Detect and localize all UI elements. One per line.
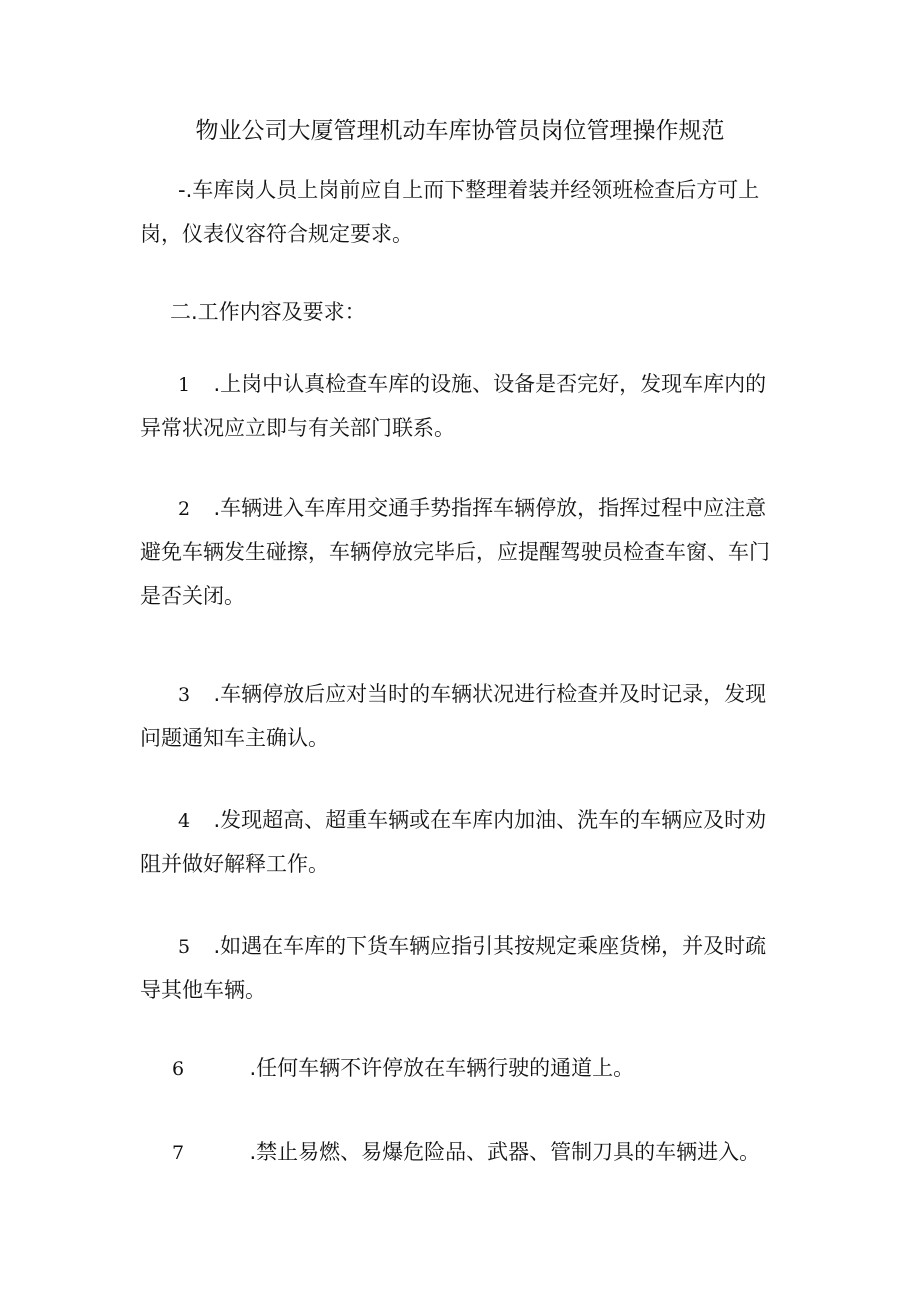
- item-text: 是否关闭。: [140, 584, 245, 608]
- item-text: .发现超高、超重车辆或在车库内加油、洗车的车辆应及时劝: [213, 808, 767, 832]
- section-heading-work-content: [140, 290, 785, 334]
- item-text: .上岗中认真检查车库的设施、设备是否完好，发现车库内的: [213, 372, 767, 396]
- list-item: [140, 1046, 785, 1090]
- item-number: 3: [178, 684, 191, 706]
- item-text: 避免车辆发生碰擦，车辆停放完毕后，应提醒驾驶员检查车窗、车门: [140, 540, 770, 564]
- item-text: .如遇在车库的下货车辆应指引其按规定乘座货梯，并及时疏: [213, 934, 767, 958]
- list-item: [140, 362, 785, 450]
- item-text: 异常状况应立即与有关部门联系。: [140, 416, 455, 440]
- item-number: 1: [178, 374, 191, 396]
- paragraph-line: 二.工作内容及要求：: [170, 300, 366, 324]
- list-item: [140, 672, 785, 760]
- item-number: 5: [178, 936, 191, 958]
- paragraph-line: -.车库岗人员上岗前应自上而下整理着装并经领班检查后方可上: [178, 178, 760, 202]
- list-item: [140, 798, 785, 886]
- item-number: 6: [172, 1058, 185, 1080]
- list-item: [140, 486, 785, 618]
- item-number: 4: [178, 810, 191, 832]
- item-text: .车辆进入车库用交通手势指挥车辆停放，指挥过程中应注意: [213, 496, 767, 520]
- item-number: 2: [178, 498, 191, 520]
- item-text: .车辆停放后应对当时的车辆状况进行检查并及时记录，发现: [213, 682, 767, 706]
- item-number: 7: [172, 1142, 185, 1164]
- list-item: [140, 1130, 785, 1174]
- page-title: 物业公司大厦管理机动车库协管员岗位管理操作规范: [195, 118, 725, 144]
- item-text: 导其他车辆。: [140, 978, 266, 1002]
- item-text: .禁止易燃、易爆危险品、武器、管制刀具的车辆进入。: [249, 1140, 761, 1164]
- list-item: [140, 924, 785, 1012]
- paragraph-line: 岗，仪表仪容符合规定要求。: [140, 222, 413, 246]
- item-text: 阻并做好解释工作。: [140, 852, 329, 876]
- item-text: 问题通知车主确认。: [140, 726, 329, 750]
- item-text: .任何车辆不许停放在车辆行驶的通道上。: [249, 1056, 635, 1080]
- paragraph-dress-code: [140, 168, 785, 256]
